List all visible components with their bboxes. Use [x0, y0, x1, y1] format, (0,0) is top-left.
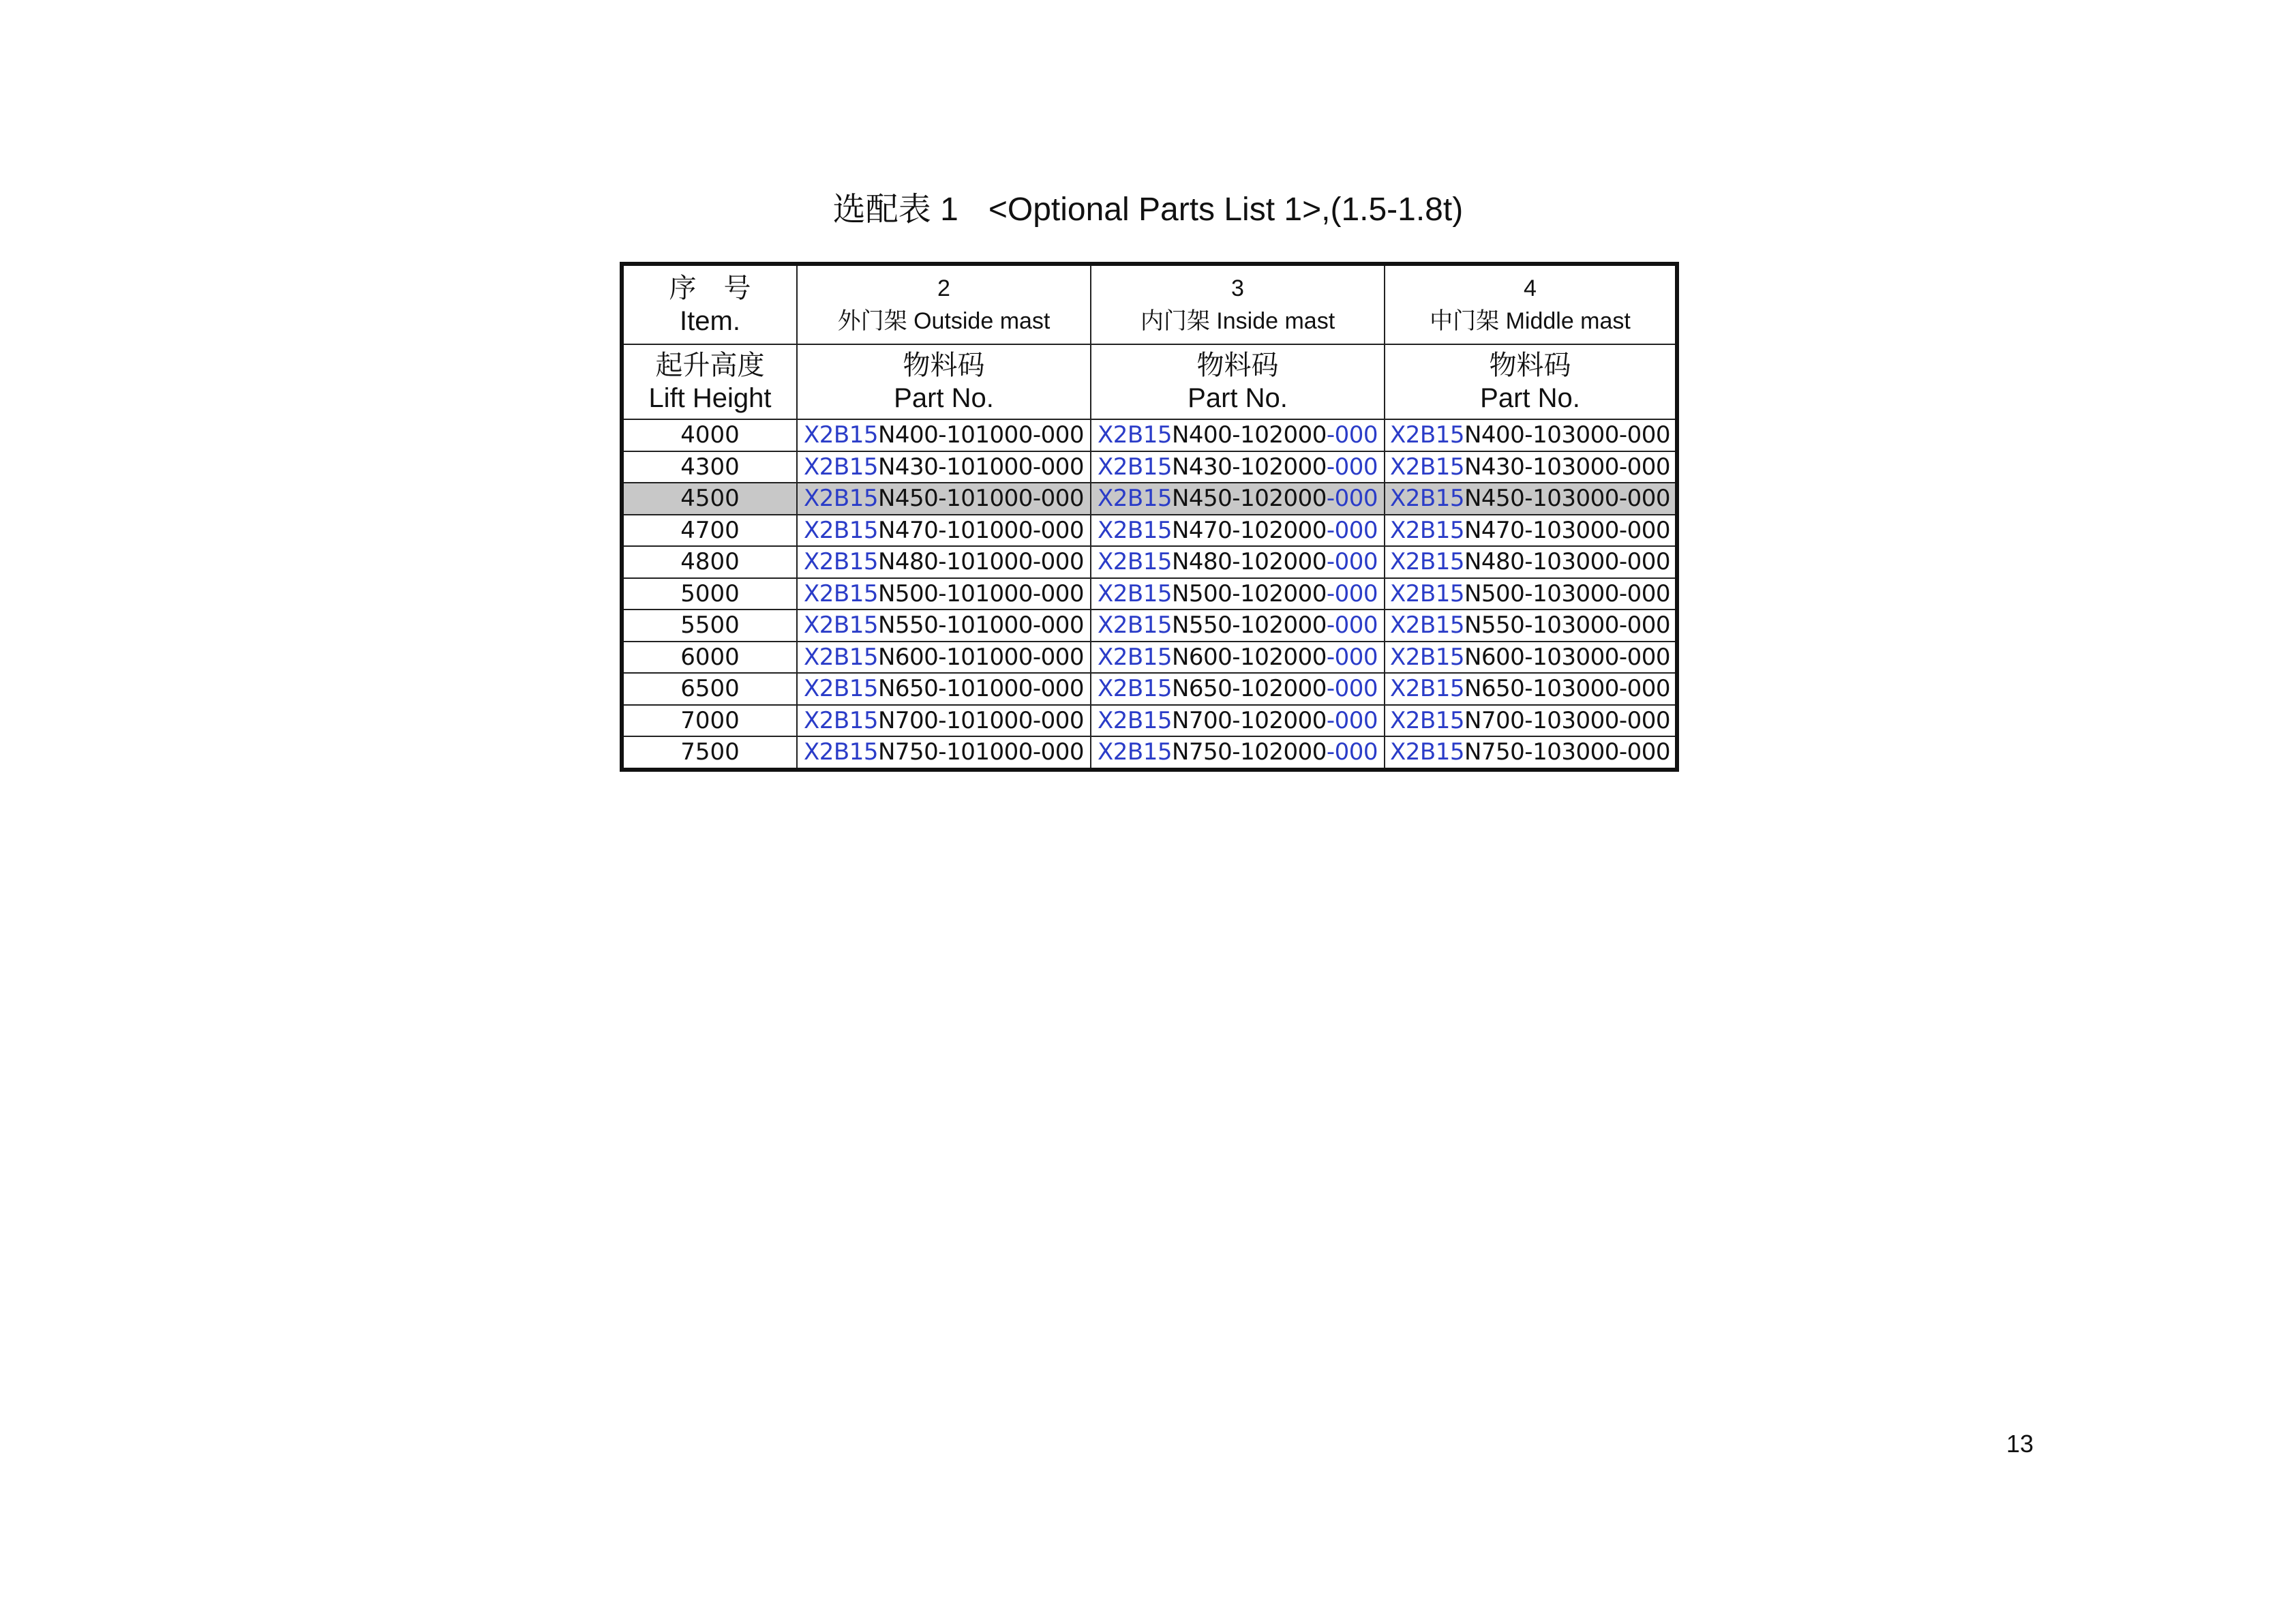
header-middle-mast [1385, 264, 1677, 344]
table-row [622, 705, 1677, 737]
title-en: <Optional Parts List 1>,(1.5-1.8t) [988, 192, 1464, 228]
part-no [804, 548, 1084, 575]
part-no [804, 421, 1084, 449]
part-no-prefix: X2B15 [1097, 580, 1172, 607]
part-no-cell-outside [797, 578, 1091, 610]
part-no-body: N550-102000 [1171, 612, 1327, 640]
part-no [1098, 517, 1378, 544]
header-row-partno [622, 344, 1677, 419]
part-no-suffix: -000 [1326, 421, 1378, 449]
part-no-prefix: X2B15 [1097, 453, 1172, 481]
part-no-body: N700-103000-000 [1464, 706, 1671, 734]
part-no-cell-middle [1385, 546, 1677, 578]
part-no-suffix: -000 [1326, 580, 1378, 607]
part-no [804, 612, 1084, 639]
part-no [1390, 738, 1670, 766]
part-no [1098, 707, 1378, 734]
part-no [1098, 548, 1378, 575]
part-no-cell-outside [797, 705, 1091, 737]
part-no [804, 485, 1084, 512]
part-no-cell-middle [1385, 673, 1677, 705]
part-no-prefix: X2B15 [1097, 738, 1172, 766]
part-no [1098, 453, 1378, 481]
part-no-cell-inside [1091, 483, 1385, 515]
header-lift-height-cn: 起升高度 [655, 350, 765, 380]
table-row [622, 610, 1677, 642]
part-no-prefix: X2B15 [803, 516, 878, 544]
header-outside-mast [797, 264, 1091, 344]
lift-height-cell: 6500 [622, 673, 797, 705]
part-no-prefix: X2B15 [1097, 612, 1172, 640]
part-no-cell-middle [1385, 515, 1677, 547]
part-no-body: N470-102000 [1171, 516, 1327, 544]
part-no-cell-outside [797, 515, 1091, 547]
part-no-prefix: X2B15 [1389, 453, 1464, 481]
part-no [1390, 421, 1670, 449]
part-no-suffix: -000 [1326, 675, 1378, 703]
part-no-suffix: -000 [1326, 548, 1378, 576]
part-no [804, 707, 1084, 734]
part-no-prefix: X2B15 [803, 675, 878, 703]
table-row [622, 546, 1677, 578]
part-no-cell-middle [1385, 736, 1677, 770]
header-inside-mast-num: 3 [1231, 275, 1244, 301]
part-no-prefix: X2B15 [1097, 548, 1172, 576]
part-no [1390, 517, 1670, 544]
header-middle-mast-label: 中门架 Middle mast [1430, 308, 1631, 334]
part-no-body: N480-102000 [1171, 548, 1327, 576]
part-no-prefix: X2B15 [803, 738, 878, 766]
part-no [1390, 580, 1670, 607]
part-no [804, 644, 1084, 671]
header-partno-cn: 物料码 [1196, 350, 1279, 380]
header-partno-inside [1091, 344, 1385, 419]
lift-height-cell: 4300 [622, 451, 797, 483]
part-no-cell-inside [1091, 515, 1385, 547]
lift-height-cell: 4800 [622, 546, 797, 578]
header-inside-mast-label: 内门架 Inside mast [1140, 308, 1335, 334]
part-no-body: N450-102000 [1171, 485, 1327, 513]
part-no-suffix: -000 [1326, 485, 1378, 513]
part-no [1390, 707, 1670, 734]
part-no-prefix: X2B15 [803, 453, 878, 481]
part-no-body: N400-102000 [1171, 421, 1327, 449]
part-no-body: N450-103000-000 [1464, 485, 1671, 513]
header-inside-mast [1091, 264, 1385, 344]
part-no [1390, 548, 1670, 575]
table-row [622, 673, 1677, 705]
part-no-prefix: X2B15 [1389, 706, 1464, 734]
part-no-cell-inside [1091, 546, 1385, 578]
part-no-suffix: -000 [1326, 516, 1378, 544]
part-no-cell-inside [1091, 578, 1385, 610]
part-no-prefix: X2B15 [1097, 421, 1172, 449]
header-lift-height [622, 344, 797, 419]
part-no-cell-outside [797, 451, 1091, 483]
part-no-body: N650-103000-000 [1464, 675, 1671, 703]
part-no-prefix: X2B15 [1389, 548, 1464, 576]
lift-height-cell: 4500 [622, 483, 797, 515]
part-no-body: N400-101000-000 [877, 421, 1085, 449]
part-no-cell-outside [797, 610, 1091, 642]
part-no [1390, 644, 1670, 671]
lift-height-cell: 7000 [622, 705, 797, 737]
part-no-cell-inside [1091, 705, 1385, 737]
part-no-cell-middle [1385, 419, 1677, 451]
part-no-cell-outside [797, 736, 1091, 770]
part-no-prefix: X2B15 [1389, 738, 1464, 766]
part-no-prefix: X2B15 [1389, 580, 1464, 607]
part-no-cell-middle [1385, 578, 1677, 610]
lift-height-cell: 7500 [622, 736, 797, 770]
part-no [1098, 675, 1378, 702]
title-cn: 选配表 1 [832, 192, 958, 228]
header-item-en: Item. [680, 306, 740, 336]
part-no-body: N600-103000-000 [1464, 643, 1671, 671]
lift-height-cell: 6000 [622, 642, 797, 674]
part-no-body: N430-101000-000 [877, 453, 1085, 481]
part-no-body: N750-101000-000 [877, 738, 1085, 766]
part-no-prefix: X2B15 [803, 485, 878, 513]
part-no-prefix: X2B15 [1389, 421, 1464, 449]
part-no-prefix: X2B15 [803, 706, 878, 734]
part-no-cell-inside [1091, 451, 1385, 483]
table-row [622, 419, 1677, 451]
part-no-cell-inside [1091, 736, 1385, 770]
part-no-body: N500-102000 [1171, 580, 1327, 607]
part-no-cell-outside [797, 419, 1091, 451]
lift-height-cell: 4700 [622, 515, 797, 547]
part-no-prefix: X2B15 [803, 548, 878, 576]
part-no [1390, 612, 1670, 639]
header-middle-mast-num: 4 [1524, 275, 1537, 301]
part-no [1098, 580, 1378, 607]
header-outside-mast-label: 外门架 Outside mast [837, 308, 1051, 334]
part-no-prefix: X2B15 [1389, 675, 1464, 703]
part-no-prefix: X2B15 [1097, 706, 1172, 734]
part-no-body: N450-101000-000 [877, 485, 1085, 513]
part-no-prefix: X2B15 [1389, 643, 1464, 671]
part-no-body: N470-103000-000 [1464, 516, 1671, 544]
part-no-suffix: -000 [1326, 643, 1378, 671]
part-no-suffix: -000 [1326, 738, 1378, 766]
part-no-body: N600-101000-000 [877, 643, 1085, 671]
header-partno-cn: 物料码 [903, 350, 985, 380]
part-no [804, 453, 1084, 481]
part-no-body: N550-103000-000 [1464, 612, 1671, 640]
header-lift-height-en: Lift Height [648, 383, 772, 413]
header-item [622, 264, 797, 344]
part-no-prefix: X2B15 [803, 421, 878, 449]
part-no-body: N550-101000-000 [877, 612, 1085, 640]
header-item-cn: 序 号 [669, 273, 751, 303]
part-no-cell-middle [1385, 642, 1677, 674]
part-no-body: N700-102000 [1171, 706, 1327, 734]
table-row [622, 578, 1677, 610]
part-no [804, 675, 1084, 702]
table-row [622, 483, 1677, 515]
part-no-prefix: X2B15 [803, 612, 878, 640]
page-title [0, 185, 2296, 235]
part-no-suffix: -000 [1326, 612, 1378, 640]
part-no-cell-outside [797, 673, 1091, 705]
part-no-body: N470-101000-000 [877, 516, 1085, 544]
part-no-body: N480-101000-000 [877, 548, 1085, 576]
part-no [804, 517, 1084, 544]
part-no [1098, 421, 1378, 449]
part-no-cell-middle [1385, 451, 1677, 483]
part-no-cell-inside [1091, 419, 1385, 451]
table-row [622, 642, 1677, 674]
part-no-prefix: X2B15 [1389, 485, 1464, 513]
part-no-prefix: X2B15 [1389, 516, 1464, 544]
part-no-prefix: X2B15 [1097, 675, 1172, 703]
header-row-item [622, 264, 1677, 344]
part-no [804, 738, 1084, 766]
part-no-suffix: -000 [1326, 453, 1378, 481]
page-number: 13 [2006, 1430, 2034, 1458]
part-no-body: N430-102000 [1171, 453, 1327, 481]
part-no-suffix: -000 [1326, 706, 1378, 734]
part-no-body: N650-101000-000 [877, 675, 1085, 703]
part-no [1390, 453, 1670, 481]
part-no-cell-inside [1091, 642, 1385, 674]
part-no-cell-middle [1385, 610, 1677, 642]
lift-height-cell: 4000 [622, 419, 797, 451]
part-no-body: N480-103000-000 [1464, 548, 1671, 576]
part-no-prefix: X2B15 [803, 643, 878, 671]
part-no-body: N700-101000-000 [877, 706, 1085, 734]
part-no-body: N400-103000-000 [1464, 421, 1671, 449]
part-no-cell-outside [797, 642, 1091, 674]
part-no-prefix: X2B15 [803, 580, 878, 607]
part-no-cell-outside [797, 483, 1091, 515]
part-no-cell-inside [1091, 673, 1385, 705]
lift-height-cell: 5000 [622, 578, 797, 610]
part-no [1098, 738, 1378, 766]
part-no-body: N500-101000-000 [877, 580, 1085, 607]
table-row [622, 515, 1677, 547]
optional-parts-table [620, 262, 1679, 772]
header-partno-en: Part No. [1188, 383, 1288, 413]
part-no-cell-outside [797, 546, 1091, 578]
table-row [622, 736, 1677, 770]
part-no [1098, 612, 1378, 639]
part-no-cell-middle [1385, 705, 1677, 737]
part-no-prefix: X2B15 [1389, 612, 1464, 640]
part-no [1098, 644, 1378, 671]
header-partno-en: Part No. [1480, 383, 1580, 413]
header-partno-middle [1385, 344, 1677, 419]
part-no [1390, 675, 1670, 702]
part-no-body: N600-102000 [1171, 643, 1327, 671]
header-outside-mast-num: 2 [937, 275, 950, 301]
part-no-body: N750-103000-000 [1464, 738, 1671, 766]
part-no-body: N750-102000 [1171, 738, 1327, 766]
header-partno-outside [797, 344, 1091, 419]
part-no [1098, 485, 1378, 512]
part-no [804, 580, 1084, 607]
part-no-prefix: X2B15 [1097, 516, 1172, 544]
part-no-body: N500-103000-000 [1464, 580, 1671, 607]
part-no-prefix: X2B15 [1097, 643, 1172, 671]
header-partno-cn: 物料码 [1489, 350, 1571, 380]
table-row [622, 451, 1677, 483]
part-no-prefix: X2B15 [1097, 485, 1172, 513]
part-no-body: N650-102000 [1171, 675, 1327, 703]
header-partno-en: Part No. [894, 383, 994, 413]
part-no-body: N430-103000-000 [1464, 453, 1671, 481]
part-no-cell-inside [1091, 610, 1385, 642]
part-no [1390, 485, 1670, 512]
lift-height-cell: 5500 [622, 610, 797, 642]
part-no-cell-middle [1385, 483, 1677, 515]
